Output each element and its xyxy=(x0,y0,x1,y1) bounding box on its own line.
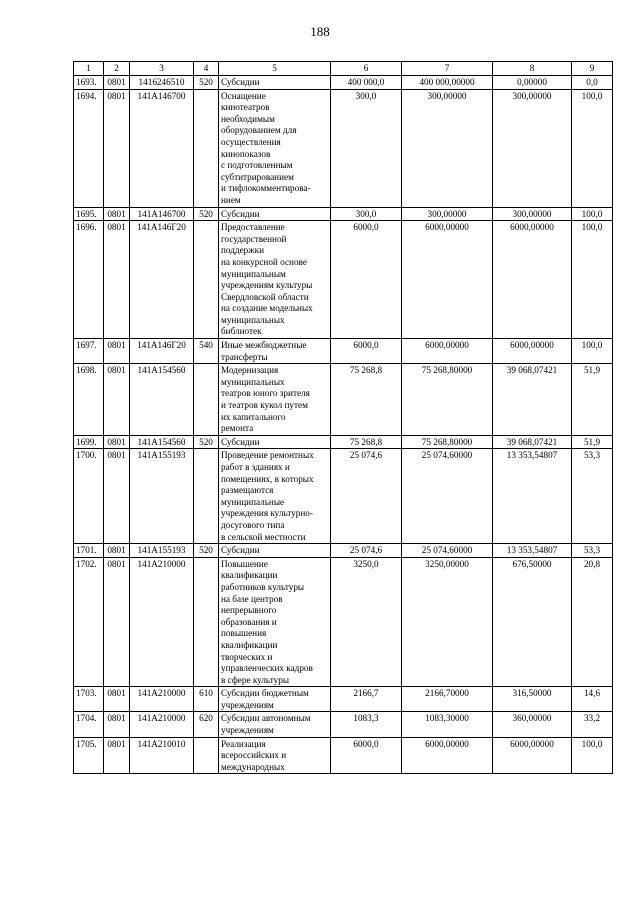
expense-kind-cell: 520 xyxy=(194,207,219,221)
expense-kind-cell xyxy=(194,449,219,544)
section-code-cell: 0801 xyxy=(104,221,130,339)
execution-percent-cell: 100,0 xyxy=(572,339,613,364)
item-name-line: Модернизация xyxy=(221,365,279,376)
item-name-line: непрерывного xyxy=(221,605,277,616)
target-code-cell: 141A154560 xyxy=(130,435,194,449)
item-name-line: осуществления xyxy=(221,136,281,147)
expense-kind-cell xyxy=(194,737,219,774)
item-name-line: на создание модельных xyxy=(221,303,313,314)
item-name-line: квалификации xyxy=(221,639,278,650)
expense-kind-cell xyxy=(194,557,219,687)
table-row xyxy=(74,737,613,774)
execution-percent-cell: 100,0 xyxy=(572,207,613,221)
target-code-cell: 141A154560 xyxy=(130,364,194,436)
row-number-cell: 1705. xyxy=(74,737,104,774)
row-number-cell: 1694. xyxy=(74,89,104,207)
row-number-cell: 1702. xyxy=(74,557,104,687)
item-name-line: кинопоказов xyxy=(221,148,271,159)
item-name-line: государственной xyxy=(221,233,287,244)
item-name-cell xyxy=(219,435,331,449)
item-name-cell xyxy=(219,712,331,737)
item-name-line: Предоставление xyxy=(221,222,285,233)
executed-amount-cell: 13 353,54807 xyxy=(493,449,572,544)
item-name-line: Оснащение xyxy=(221,90,266,101)
item-name-line: международных xyxy=(221,761,285,772)
approved-amount-cell: 75 268,8 xyxy=(331,435,402,449)
execution-percent-cell: 100,0 xyxy=(572,89,613,207)
item-name-line: и тифлокомментирова- xyxy=(221,183,311,194)
page-number: 188 xyxy=(310,24,330,39)
item-name-line: необходимым xyxy=(221,113,275,124)
section-code-cell: 0801 xyxy=(104,449,130,544)
item-name-line: в сфере культуры xyxy=(221,674,290,685)
row-number-cell: 1699. xyxy=(74,435,104,449)
item-name-line: учреждениям xyxy=(221,725,274,736)
execution-percent-cell: 53,3 xyxy=(572,449,613,544)
item-name-line: размещаются xyxy=(221,485,274,496)
budget-amount-cell: 75 268,80000 xyxy=(402,435,493,449)
approved-amount-cell: 25 074,6 xyxy=(331,449,402,544)
section-code-cell: 0801 xyxy=(104,544,130,558)
budget-amount-cell: 6000,00000 xyxy=(402,221,493,339)
target-code-cell: 141A146Г20 xyxy=(130,339,194,364)
executed-amount-cell: 6000,00000 xyxy=(493,339,572,364)
table-row xyxy=(74,221,613,339)
item-name-line: на конкурсной основе xyxy=(221,256,307,267)
item-name-cell xyxy=(219,221,331,339)
item-name-cell xyxy=(219,449,331,544)
executed-amount-cell: 39 068,07421 xyxy=(493,435,572,449)
item-name-line: учреждениям xyxy=(221,699,274,710)
item-name-line: Субсидии xyxy=(221,545,260,556)
target-code-cell: 141A155193 xyxy=(130,449,194,544)
item-name-line: Субсидии xyxy=(221,77,260,87)
item-name-line: досугового типа xyxy=(221,519,285,530)
item-name-line: и театров кукол путем xyxy=(221,400,308,411)
item-name-line: учреждения культурно- xyxy=(221,508,313,519)
table-row xyxy=(74,435,613,449)
approved-amount-cell: 300,0 xyxy=(331,207,402,221)
table-header-row xyxy=(74,62,613,76)
budget-amount-cell: 6000,00000 xyxy=(402,737,493,774)
item-name-line: в сельской местности xyxy=(221,531,306,542)
section-code-cell: 0801 xyxy=(104,712,130,737)
item-name-cell xyxy=(219,364,331,436)
column-header: 3 xyxy=(130,62,194,76)
item-name-line: помещениях, в которых xyxy=(221,473,314,484)
row-number-cell: 1700. xyxy=(74,449,104,544)
budget-amount-cell: 25 074,60000 xyxy=(402,544,493,558)
item-name-line: Свердловской области xyxy=(221,291,309,302)
approved-amount-cell: 400 000,0 xyxy=(331,76,402,90)
approved-amount-cell: 6000,0 xyxy=(331,737,402,774)
execution-percent-cell: 33,2 xyxy=(572,712,613,737)
item-name-cell xyxy=(219,207,331,221)
section-code-cell: 0801 xyxy=(104,364,130,436)
approved-amount-cell: 6000,0 xyxy=(331,221,402,339)
executed-amount-cell: 13 353,54807 xyxy=(493,544,572,558)
section-code-cell: 0801 xyxy=(104,435,130,449)
column-header: 5 xyxy=(219,62,331,76)
table-row xyxy=(74,687,613,712)
budget-amount-cell: 1083,30000 xyxy=(402,712,493,737)
execution-percent-cell: 100,0 xyxy=(572,221,613,339)
row-number-cell: 1693. xyxy=(74,76,104,90)
item-name-line: муниципальных xyxy=(221,314,285,325)
item-name-line: Субсидии бюджетным xyxy=(221,688,309,699)
row-number-cell: 1696. xyxy=(74,221,104,339)
row-number-cell: 1704. xyxy=(74,712,104,737)
table-row xyxy=(74,339,613,364)
item-name-cell xyxy=(219,339,331,364)
table-row xyxy=(74,207,613,221)
item-name-cell xyxy=(219,89,331,207)
table-body xyxy=(74,76,613,774)
budget-amount-cell: 3250,00000 xyxy=(402,557,493,687)
executed-amount-cell: 6000,00000 xyxy=(493,221,572,339)
table-row xyxy=(74,544,613,558)
table-row xyxy=(74,712,613,737)
budget-amount-cell: 300,00000 xyxy=(402,207,493,221)
item-name-line: работников культуры xyxy=(221,581,305,592)
target-code-cell: 1416246510 xyxy=(130,76,194,90)
item-name-line: Проведение ремонтных xyxy=(221,450,314,461)
budget-amount-cell: 75 268,80000 xyxy=(402,364,493,436)
column-header: 2 xyxy=(104,62,130,76)
expense-kind-cell: 520 xyxy=(194,435,219,449)
expense-kind-cell xyxy=(194,364,219,436)
table-row xyxy=(74,449,613,544)
item-name-cell xyxy=(219,737,331,774)
budget-amount-cell: 2166,70000 xyxy=(402,687,493,712)
item-name-cell xyxy=(219,544,331,558)
execution-percent-cell: 100,0 xyxy=(572,737,613,774)
section-code-cell: 0801 xyxy=(104,687,130,712)
executed-amount-cell: 316,50000 xyxy=(493,687,572,712)
budget-amount-cell: 400 000,00000 xyxy=(402,76,493,90)
row-number-cell: 1703. xyxy=(74,687,104,712)
section-code-cell: 0801 xyxy=(104,207,130,221)
budget-amount-cell: 25 074,60000 xyxy=(402,449,493,544)
executed-amount-cell: 0,00000 xyxy=(493,76,572,90)
item-name-line: субтитрированием xyxy=(221,171,294,182)
target-code-cell: 141A146Г20 xyxy=(130,221,194,339)
execution-percent-cell: 20,8 xyxy=(572,557,613,687)
section-code-cell: 0801 xyxy=(104,76,130,90)
item-name-line: Повышение xyxy=(221,558,268,569)
approved-amount-cell: 25 074,6 xyxy=(331,544,402,558)
row-number-cell: 1701. xyxy=(74,544,104,558)
item-name-line: оборудованием для xyxy=(221,125,297,136)
approved-amount-cell: 300,0 xyxy=(331,89,402,207)
execution-percent-cell: 53,3 xyxy=(572,544,613,558)
target-code-cell: 141A146700 xyxy=(130,89,194,207)
item-name-line: муниципальным xyxy=(221,268,286,279)
approved-amount-cell: 75 268,8 xyxy=(331,364,402,436)
executed-amount-cell: 300,00000 xyxy=(493,207,572,221)
column-header: 9 xyxy=(572,62,613,76)
item-name-line: управленческих кадров xyxy=(221,663,313,674)
column-header: 7 xyxy=(402,62,493,76)
item-name-line: творческих и xyxy=(221,651,273,662)
target-code-cell: 141A146700 xyxy=(130,207,194,221)
item-name-line: Субсидии xyxy=(221,208,260,219)
execution-percent-cell: 51,9 xyxy=(572,435,613,449)
execution-percent-cell: 14,6 xyxy=(572,687,613,712)
expense-kind-cell: 620 xyxy=(194,712,219,737)
executed-amount-cell: 676,50000 xyxy=(493,557,572,687)
item-name-line: учреждениям культуры xyxy=(221,280,313,291)
expense-kind-cell xyxy=(194,221,219,339)
expense-kind-cell: 610 xyxy=(194,687,219,712)
item-name-line: трансферты xyxy=(221,351,268,362)
column-header: 6 xyxy=(331,62,402,76)
table-row xyxy=(74,76,613,90)
expense-kind-cell xyxy=(194,89,219,207)
item-name-line: муниципальные xyxy=(221,496,285,507)
expense-kind-cell: 520 xyxy=(194,76,219,90)
approved-amount-cell: 3250,0 xyxy=(331,557,402,687)
approved-amount-cell: 2166,7 xyxy=(331,687,402,712)
approved-amount-cell: 1083,3 xyxy=(331,712,402,737)
row-number-cell: 1695. xyxy=(74,207,104,221)
execution-percent-cell: 51,9 xyxy=(572,364,613,436)
expense-kind-cell: 520 xyxy=(194,544,219,558)
row-number-cell: 1698. xyxy=(74,364,104,436)
target-code-cell: 141A155193 xyxy=(130,544,194,558)
column-header: 8 xyxy=(493,62,572,76)
target-code-cell: 141A210010 xyxy=(130,737,194,774)
item-name-line: образования и xyxy=(221,616,277,627)
executed-amount-cell: 360,00000 xyxy=(493,712,572,737)
table-row xyxy=(74,557,613,687)
item-name-line: всероссийских и xyxy=(221,750,287,761)
executed-amount-cell: 39 068,07421 xyxy=(493,364,572,436)
column-header: 1 xyxy=(74,62,104,76)
approved-amount-cell: 6000,0 xyxy=(331,339,402,364)
item-name-line: Субсидии xyxy=(221,436,260,447)
section-code-cell: 0801 xyxy=(104,339,130,364)
item-name-line: повышения xyxy=(221,628,267,639)
item-name-line: нием xyxy=(221,194,241,205)
item-name-cell xyxy=(219,76,331,90)
item-name-line: Субсидии автономным xyxy=(221,713,311,724)
table-row xyxy=(74,364,613,436)
execution-percent-cell: 0,0 xyxy=(572,76,613,90)
item-name-cell xyxy=(219,557,331,687)
item-name-line: театров юного зрителя xyxy=(221,388,310,399)
target-code-cell: 141A210000 xyxy=(130,557,194,687)
item-name-cell xyxy=(219,687,331,712)
budget-amount-cell: 300,00000 xyxy=(402,89,493,207)
column-header: 4 xyxy=(194,62,219,76)
item-name-line: Реализация xyxy=(221,738,266,749)
executed-amount-cell: 6000,00000 xyxy=(493,737,572,774)
table-row xyxy=(74,89,613,207)
expense-kind-cell: 540 xyxy=(194,339,219,364)
section-code-cell: 0801 xyxy=(104,89,130,207)
target-code-cell: 141A210000 xyxy=(130,712,194,737)
budget-table xyxy=(73,61,613,774)
item-name-line: Иные межбюджетные xyxy=(221,340,307,351)
item-name-line: библиотек xyxy=(221,326,262,337)
item-name-line: с подготовленным xyxy=(221,160,293,171)
item-name-line: работ в зданиях и xyxy=(221,462,290,472)
section-code-cell: 0801 xyxy=(104,557,130,687)
item-name-line: муниципальных xyxy=(221,376,285,387)
item-name-line: поддержки xyxy=(221,245,264,256)
section-code-cell: 0801 xyxy=(104,737,130,774)
item-name-line: кинотеатров xyxy=(221,102,270,113)
row-number-cell: 1697. xyxy=(74,339,104,364)
item-name-line: ремонта xyxy=(221,423,254,434)
executed-amount-cell: 300,00000 xyxy=(493,89,572,207)
target-code-cell: 141A210000 xyxy=(130,687,194,712)
item-name-line: квалификации xyxy=(221,570,278,581)
item-name-line: их капитального xyxy=(221,411,286,422)
item-name-line: на базе центров xyxy=(221,593,283,604)
budget-amount-cell: 6000,00000 xyxy=(402,339,493,364)
